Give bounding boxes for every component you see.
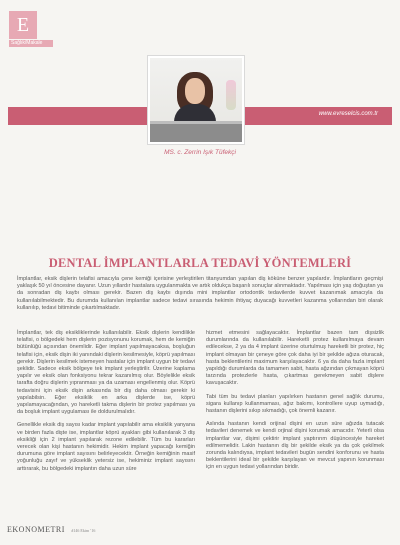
desk bbox=[150, 124, 242, 142]
right-column bbox=[206, 330, 384, 478]
section-letter-badge: E bbox=[9, 11, 37, 39]
footer-issue: #146 Ekim ’16 bbox=[71, 528, 96, 533]
article-title: DENTAL İMPLANTLARLA TEDAVİ YÖNTEMLERİ bbox=[48, 256, 352, 270]
author-caption: MS. c. Zerrin Işık Tüfekçi bbox=[164, 149, 236, 156]
right-paragraph: Tabi tüm bu tedavi planları yapılırken hastanın genel sağlık durumu, sigara kullanıp kullanmaması, ağız bakımı, kontrollere uyup uymadığı, hastanın dişlerini sıkıp sıkmadığı, çok önemli kazanır. bbox=[206, 393, 384, 415]
flower-decoration bbox=[226, 80, 236, 110]
website-url: www.evreselcis.com.tr bbox=[318, 111, 378, 117]
footer bbox=[7, 525, 95, 534]
right-paragraph: Aslında hastanın kendi orijinal dişini en uzun süre ağızda tutacak tedavileri denemek ve kendi orjinal dişini korumak amacıdır. Yeterli olsa implantlar var, dişimi çektirir implant yaptırırım düşüncesiyle hareket edilmemelidir. Lakin hastanın diş bir şekilde eksik ya da çok çekilmek zorunda kalındıysa, implant tedavileri bugün sendini konforunu ve hasta beklentilerini ideal bir şekilde karşılayan ve mevcut yapının korunması için en uygun tedavi yollarından biridir. bbox=[206, 421, 384, 471]
portrait-face bbox=[185, 78, 205, 104]
intro-paragraph: İmplantlar, eksik dişlerin telafisi amacıyla çene kemiği içerisine yerleştirilen titanyumdan yapılan diş köküne benzer yapılardır. İmplantların geçmişi yaklaşık 50 yıl öncesine dayanır. Uzun yıllardır hastalara uygulanmakta ve artık oldukça başarılı sonuçlar alınmaktadır. Yapılması için yaş doğuştan ya da sonradan diş kaybı olması gerekir. Bazen diş kaybı dışında mini implantlar ortodontik tedavilerde kuvvet kazanımak amacıyla da kullanılabilmektedir. Bu durumda kullanılan implantlar sadece tedavi sırasında hekimin ihtiyaç duyacağı kuvvetleri kazanma yollarından biri olarak kullanılıp, tedavi bitiminde çıkartılmaktadır. bbox=[17, 276, 383, 311]
section-label: Sağlık/Makale bbox=[9, 40, 53, 47]
left-paragraph: İmplantlar, tek diş eksikliklerinde kullanılabilir. Eksik dişlerin kendilikle telafisi, o bölgedeki hem dişlerin pozisyonunu korumak, hem de kemiğin bütünlüğü açısından önemlidir. Eğer implant yapılmayacaksa, boşluğun telafisi için, eksik dişin iki yanındaki dişlerin kesilmesiyle, köprü yapılması gerekir. Dişlerin kesilmek istemeyen hastalar için implant uygun bir tedavi şeklidir. Sadece eksik bölgeye tek implant yerleştirilir. Üzerine kaplama yapılır ve eksik olan fonksiyonu tekrar kazanılmış olur. Böylelikle eksik tarafta doğru dişlerin yıpranması ya da uzaması engellenmiş olur. Köprü tedavisini için eksik dişin arkasında bir diş daha olması gerekir ki yapılabilsin. Eğer eksiklik en arka dişlerde ise, köprü yapılamayacağından, yo hareketli takma dişlerin bir protez yapılması ya da boşluk implant uygulaması ile doldurulmalıdır. bbox=[17, 330, 195, 416]
footer-brand: EKONOMETRI bbox=[7, 525, 65, 534]
left-paragraph: Genellikle eksik diş sayısı kadar implant yapılabilir ama eksiklik yanyana ve birden fazla dişte ise, implantlar köprü ayakları gibi kullanılarak 3 diş eksikliği için 2 implant yapılarak rezone edilebilir. Tüm bu kararları verecek olan kişi hastanın hekimidir. Hekim implant yapacağı kemiğin durumuna göre implant sayısını belirleyecektir. Örneğin kemiğinin masif yoğunluğu zayıf ve yükseklik yetersiz ise, hekiminiz implant sayısını arttırarak, bu bölgedeki implantın daha uzun süre bbox=[17, 422, 195, 472]
right-paragraph: hizmet etmesini sağlayacaktır. İmplantlar bazen tam dişsizlik durumlarında da kullanılabilir. Hareketli protez kullanılmaya devam edilecekse, 2 ya da 4 implant üzerine oturtulmuş hareketli bir protez, hiç implant olmayan bir çeneye göre çok daha iyi bir şekilde ağıza oturacak, hasta beklentilerini maximum karşılayacaktır. 6 ya da daha fazla implant yapıldığı durumlarda da tamamen sabit, hasta ağzından çıkmayan köprü tarzında protezlerle hasta, çıkartmas gerekmeyen sabit dişlere kavuşacaktır. bbox=[206, 330, 384, 387]
author-portrait bbox=[148, 56, 244, 144]
left-column bbox=[17, 330, 195, 479]
